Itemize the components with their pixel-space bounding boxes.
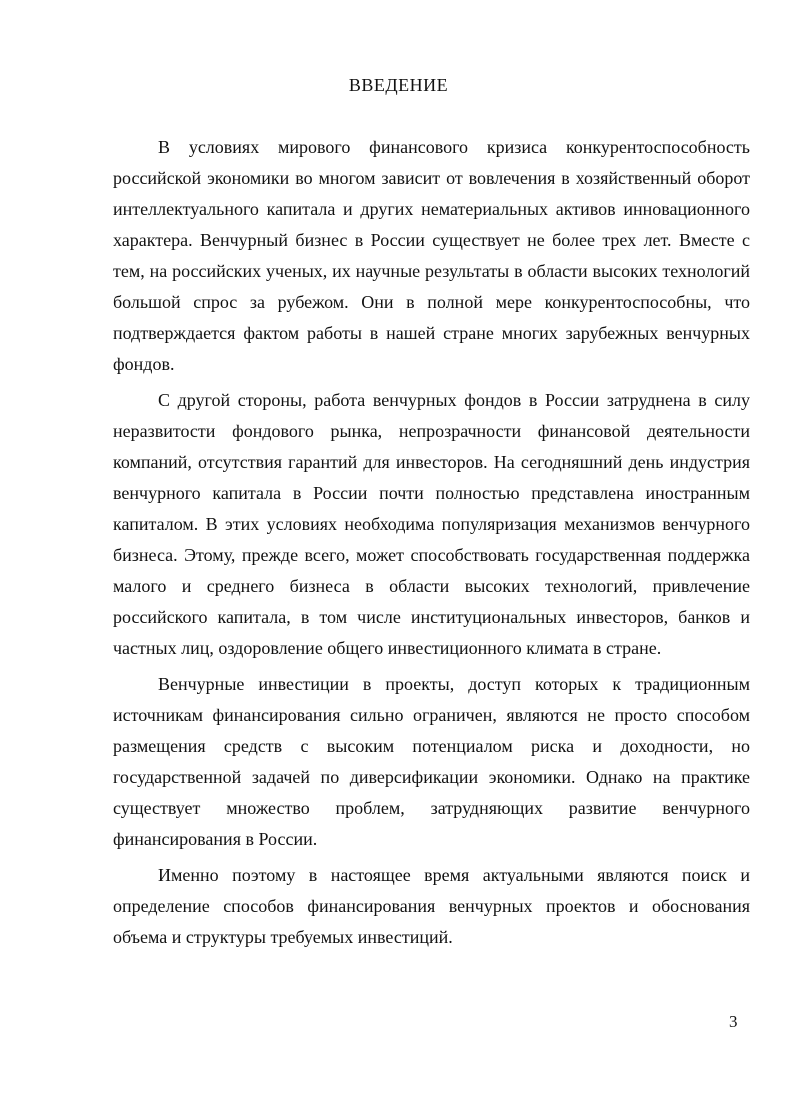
paragraph-1: В условиях мирового финансового кризиса конкурентоспособность российской экономики во многом зависит от вовлечения в хозяйственный оборот интеллектуального капитала и других нематериальных активов инновационного характера. Венчурный бизнес в России существует не более трех лет. Вместе с тем, на российских ученых, их научные результаты в области высоких технологий большой спрос за рубежом. Они в полной мере конкурентоспособны, что подтверждается фактом работы в нашей стране многих зарубежных венчурных фондов.: [113, 137, 750, 374]
page-title: ВВЕДЕНИЕ: [348, 75, 449, 95]
paragraph-3: Венчурные инвестиции в проекты, доступ которых к традиционным источникам финансирования сильно ограничен, являются не просто способом размещения средств с высоким потенциалом риска и доходности, но государственной задачей по диверсификации экономики. Однако на практике существует множество проблем, затрудняющих развитие венчурного финансирования в России.: [113, 674, 750, 849]
page-number: 3: [729, 1012, 738, 1031]
body-text: [113, 132, 750, 953]
paragraph-2: С другой стороны, работа венчурных фондов в России затруднена в силу неразвитости фондового рынка, непрозрачности финансовой деятельности компаний, отсутствия гарантий для инвесторов. На сегодняшний день индустрия венчурного капитала в России почти полностью представлена иностранным капиталом. В этих условиях необходима популяризация механизмов венчурного бизнеса. Этому, прежде всего, может способствовать государственная поддержка малого и среднего бизнеса в области высоких технологий, привлечение российского капитала, в том числе институциональных инвесторов, банков и частных лиц, оздоровление общего инвестиционного климата в стране.: [113, 390, 750, 658]
paragraph-4: Именно поэтому в настоящее время актуальными являются поиск и определение способов финансирования венчурных проектов и обоснования объема и структуры требуемых инвестиций.: [113, 865, 750, 947]
